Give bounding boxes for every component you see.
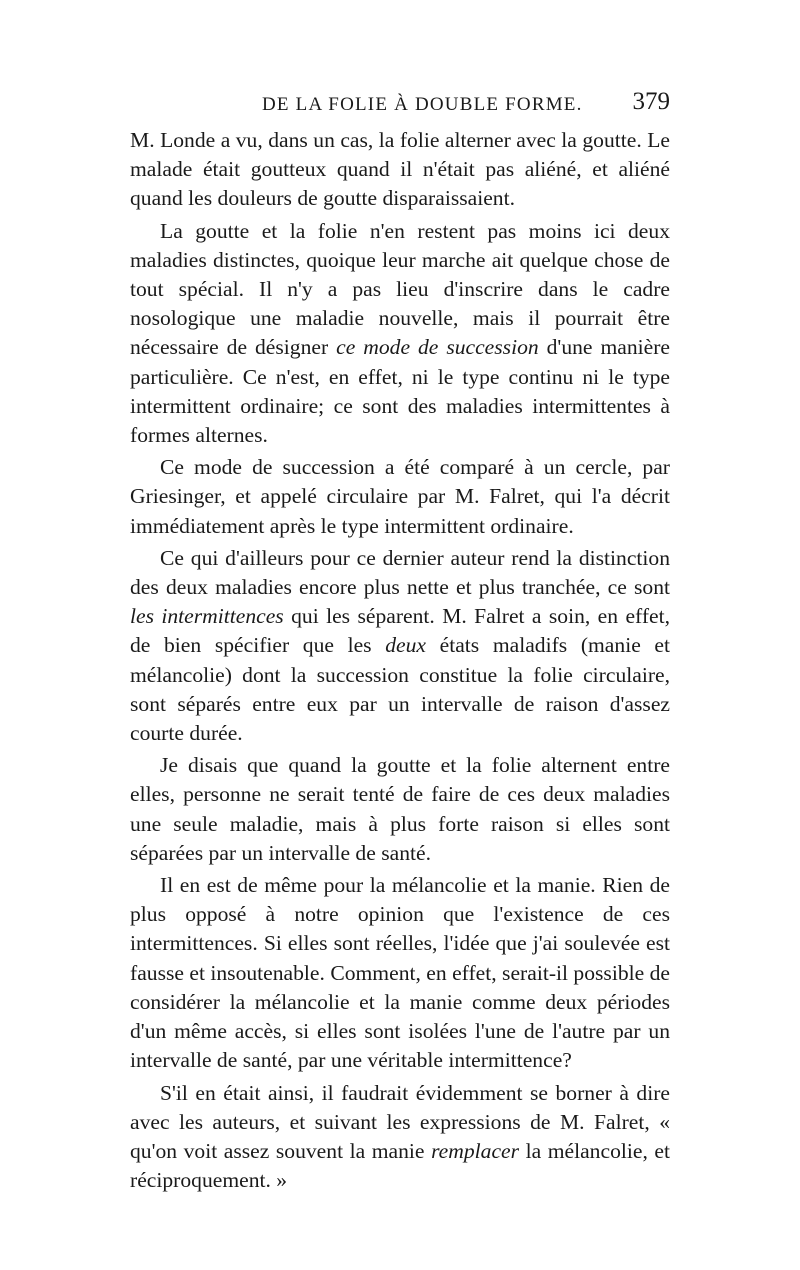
text-run: S'il en était ainsi, il faudrait évidemment se borner à dire avec les auteurs, et suivant les expressions de M. Falret, « qu'on voit assez souvent la manie bbox=[130, 1080, 670, 1163]
paragraph bbox=[130, 1079, 670, 1196]
text-run: M. Londe a vu, dans un cas, la folie alterner avec la goutte. Le malade était goutteux quand il n'était pas aliéné, et aliéné quand les douleurs de goutte disparaissaient. bbox=[130, 128, 670, 211]
text-run: La goutte et la folie n'en restent pas moins ici deux maladies distinctes, quoique leur marche ait quelque chose de tout spécial. Il n'y a pas lieu d'inscrire dans le cadre nosologique une maladie nouvelle, mais il pourrait être nécessaire de désigner bbox=[130, 218, 670, 360]
italic-text: deux bbox=[385, 633, 426, 658]
paragraph bbox=[130, 217, 670, 451]
paragraph bbox=[130, 871, 670, 1075]
page-number: 379 bbox=[632, 88, 670, 115]
text-run: qui les séparent. M. Falret a soin, en effet, de bien spécifier que les bbox=[130, 604, 671, 658]
running-title: DE LA FOLIE À DOUBLE FORME. bbox=[262, 94, 583, 115]
page-header bbox=[130, 88, 670, 124]
body-text bbox=[130, 126, 670, 1195]
text-run: Ce mode de succession a été comparé à un cercle, par Griesinger, et appelé circulaire par M. Falret, qui l'a décrit immédiatement après le type intermittent ordinaire. bbox=[130, 455, 670, 538]
text-run: Ce qui d'ailleurs pour ce dernier auteur rend la distinction des deux maladies encore plus nette et plus tranchée, ce sont bbox=[130, 545, 670, 600]
text-run: Il en est de même pour la mélancolie et la manie. Rien de plus opposé à notre opinion que l'existence de ces intermittences. Si elles sont réelles, l'idée que j'ai soulevée est fausse et insoutenable. Comment, en effet, serait-il possible de considérer la mélancolie et la manie comme deux périodes d'un même accès, si elles sont isolées l'une de l'autre par un intervalle de santé, par une véritable intermittence? bbox=[130, 873, 670, 1073]
text-run: Je disais que quand la goutte et la folie alternent entre elles, personne ne serait tenté de faire de ces deux maladies une seule maladie, mais à plus forte raison si elles sont séparées par un intervalle de santé. bbox=[130, 753, 670, 865]
text-run: la mélancolie, et réciproquement. » bbox=[130, 1138, 670, 1193]
italic-text: remplacer bbox=[431, 1138, 520, 1163]
paragraph bbox=[130, 751, 670, 868]
text-run: d'une manière particulière. Ce n'est, en effet, ni le type continu ni le type intermittent ordinaire; ce sont des maladies intermittentes à formes alternes. bbox=[130, 335, 670, 448]
paragraph bbox=[130, 453, 670, 541]
paragraph bbox=[130, 544, 670, 748]
italic-text: ce mode de succession bbox=[336, 335, 539, 360]
paragraph bbox=[130, 126, 670, 214]
italic-text: les intermittences bbox=[130, 604, 284, 629]
text-run: états maladifs (manie et mélancolie) dont la succession constitue la folie circulaire, sont séparés entre eux par un intervalle de raison d'assez courte durée. bbox=[130, 633, 670, 746]
